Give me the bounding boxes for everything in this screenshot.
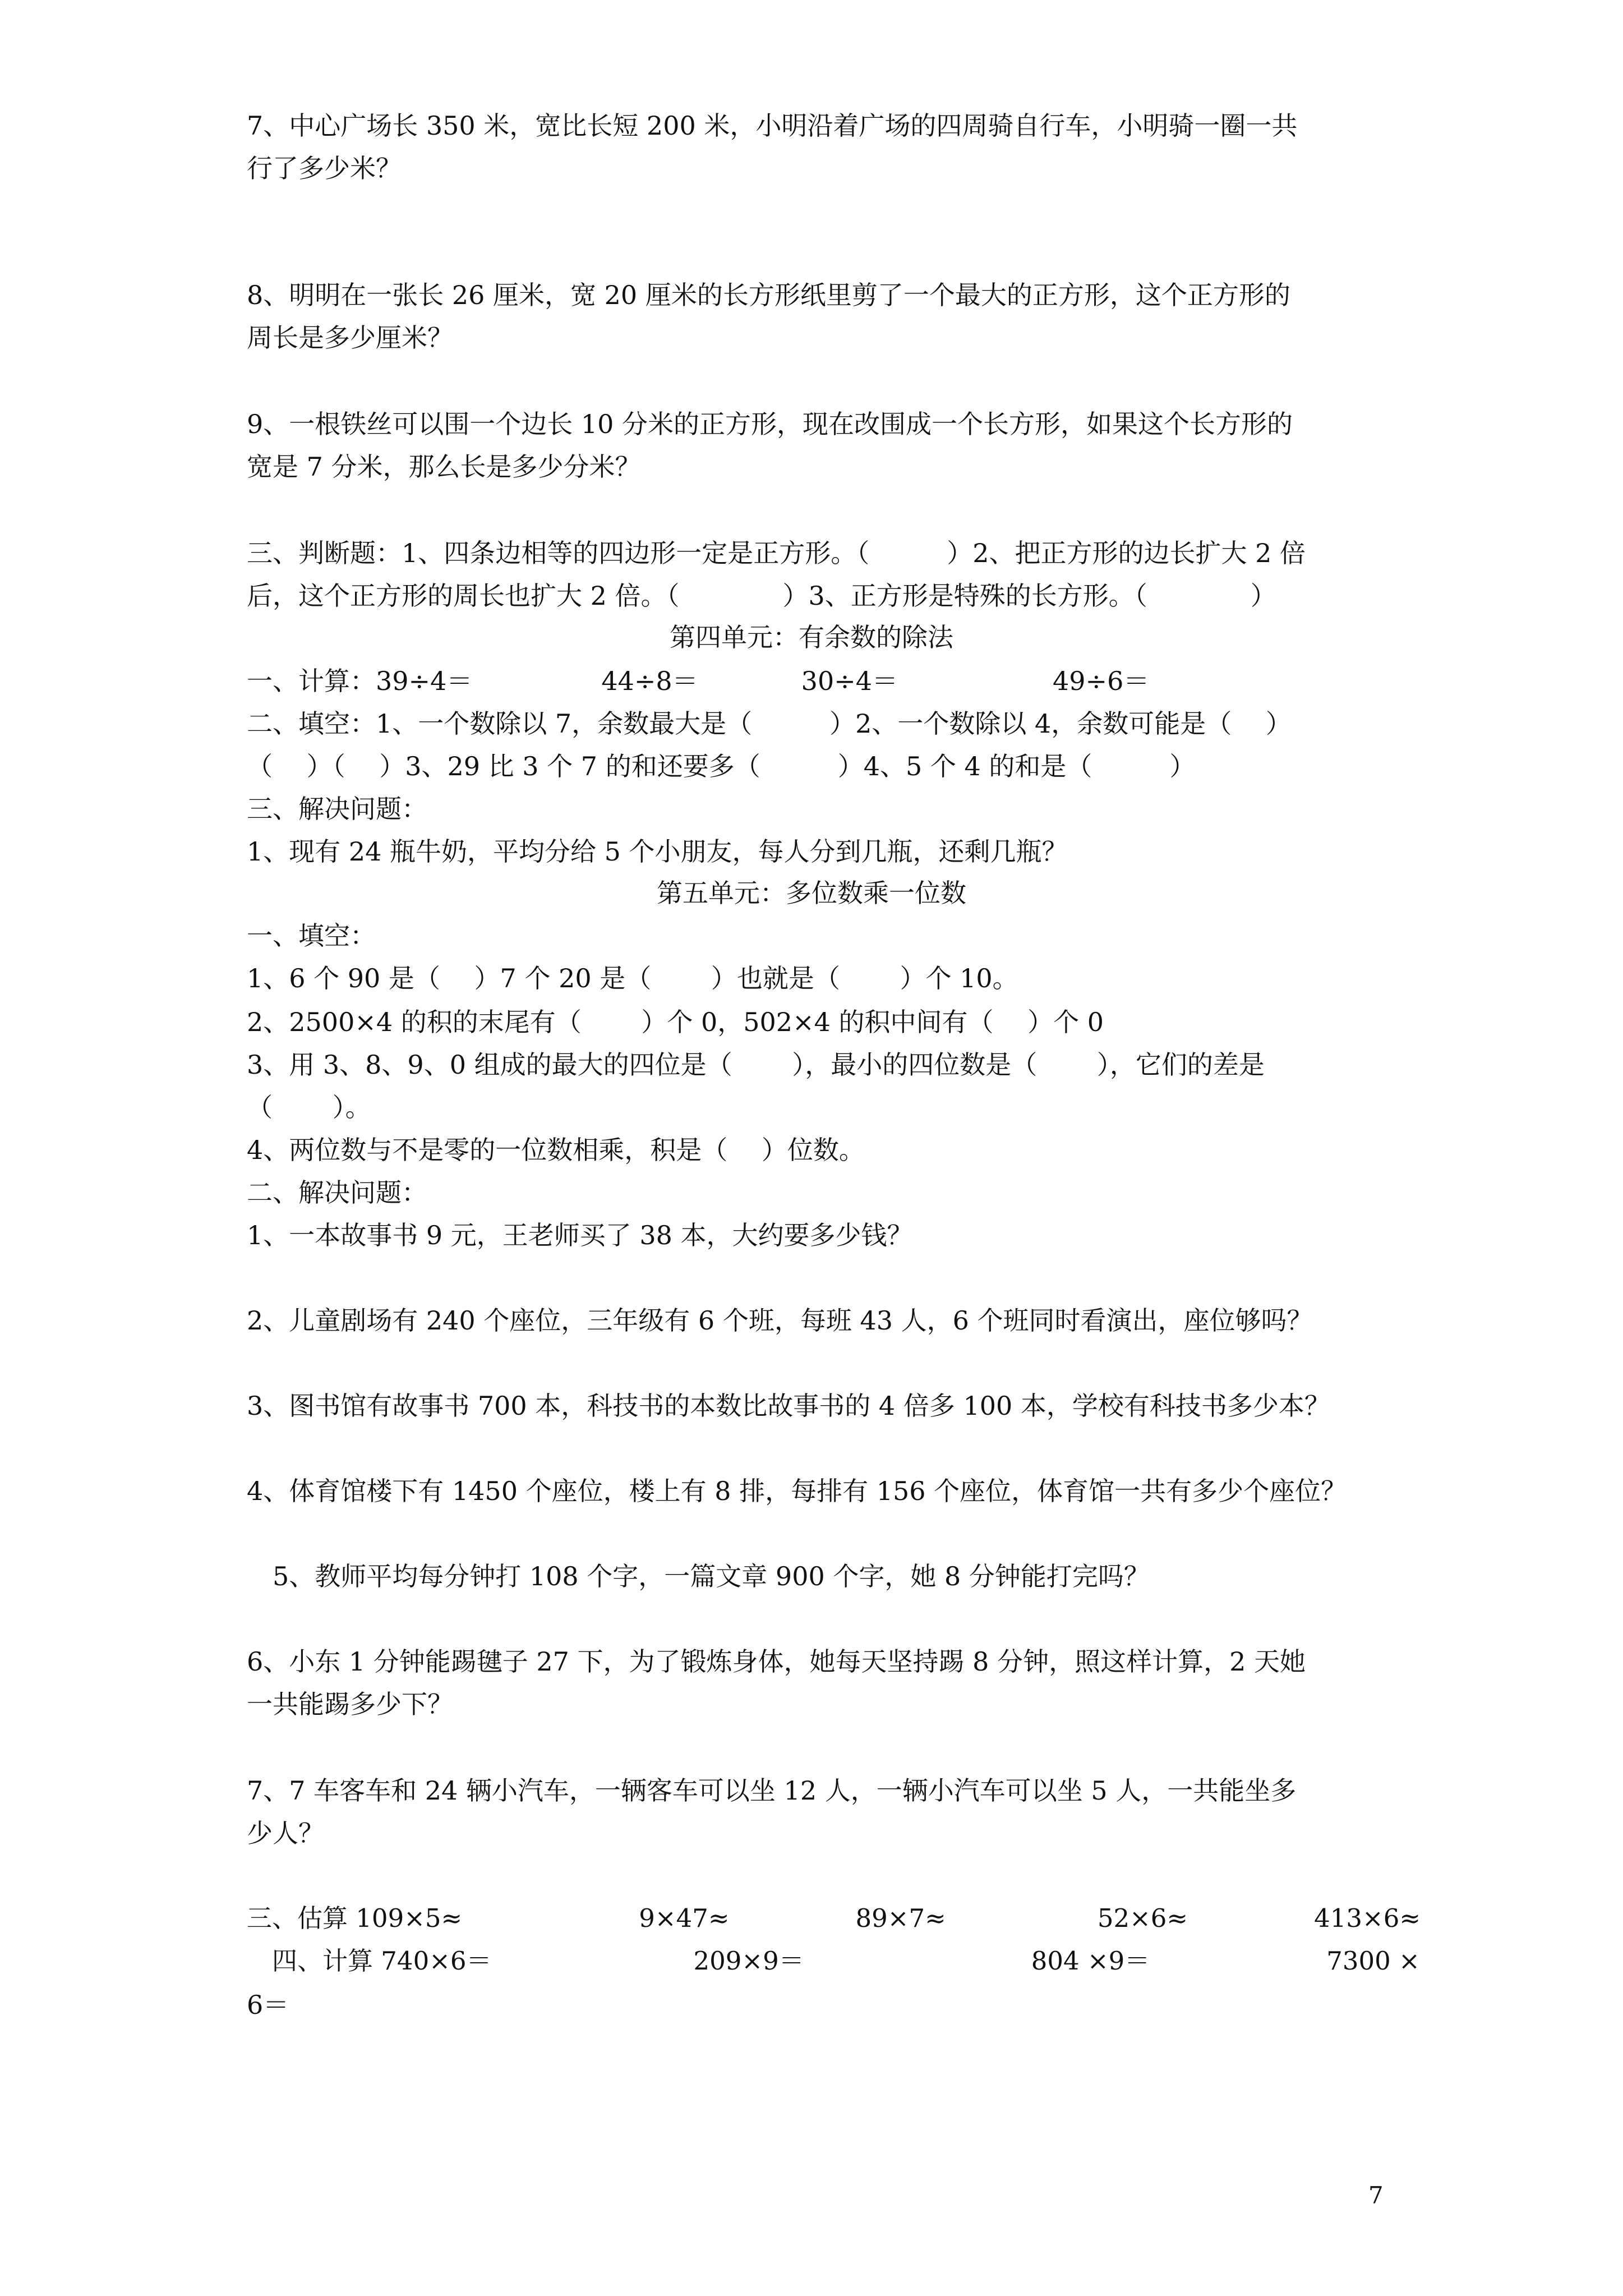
unit5-compute-line-2: 6＝	[247, 1990, 289, 2020]
unit4-heading: 第四单元：有余数的除法	[670, 622, 953, 652]
unit4-calc: 一、计算：39÷4＝ 44÷8＝ 30÷4＝ 49÷6＝	[247, 666, 1150, 696]
unit5-fill-q3-line-1: 3、用 3、8、9、0 组成的最大的四位是（ ），最小的四位数是（ ），它们的差是	[247, 1050, 1265, 1080]
unit5-solve-q7-line-1: 7、7 车客车和 24 辆小汽车，一辆客车可以坐 12 人，一辆小汽车可以坐 5 人，一共能坐多	[247, 1775, 1297, 1806]
unit5-fill-q1: 1、6 个 90 是（ ）7 个 20 是（ ）也就是（ ）个 10。	[247, 963, 1018, 993]
q7-line-1: 7、中心广场长 350 米，宽比长短 200 米，小明沿着广场的四周骑自行车，小明骑一圈一共	[247, 111, 1298, 141]
unit5-estimate: 三、估算 109×5≈ 9×47≈ 89×7≈ 52×6≈ 413×6≈	[247, 1903, 1421, 1933]
q8-line-2: 周长是多少厘米？	[247, 323, 453, 353]
unit5-solve-q6-line-2: 一共能踢多少下？	[247, 1689, 453, 1719]
unit5-solve-q6-line-1: 6、小东 1 分钟能踢毽子 27 下，为了锻炼身体，她每天坚持踢 8 分钟，照这样计算，2 天她	[247, 1646, 1306, 1677]
unit5-solve-q1: 1、一本故事书 9 元，王老师买了 38 本，大约要多少钱？	[247, 1220, 913, 1250]
unit5-fill-q4: 4、两位数与不是零的一位数相乘，积是（ ）位数。	[247, 1135, 865, 1165]
q8-line-1: 8、明明在一张长 26 厘米，宽 20 厘米的长方形纸里剪了一个最大的正方形，这个正方形的	[247, 280, 1290, 310]
unit5-solve-q5: 5、教师平均每分钟打 108 个字，一篇文章 900 个字，她 8 分钟能打完吗？	[247, 1561, 1150, 1591]
unit5-fill-heading: 一、填空：	[247, 921, 376, 951]
q9-line-2: 宽是 7 分米，那么长是多少分米？	[247, 452, 641, 482]
unit4-solve-heading: 三、解决问题：	[247, 794, 427, 824]
unit5-fill-q2: 2、2500×4 的积的末尾有（ ）个 0，502×4 的积中间有（ ）个 0	[247, 1007, 1104, 1037]
unit5-solve-q2: 2、儿童剧场有 240 个座位，三年级有 6 个班，每班 43 人，6 个班同时看演出，座位够吗？	[247, 1305, 1313, 1336]
judgement-line-1: 三、判断题：1、四条边相等的四边形一定是正方形。（ ）2、把正方形的边长扩大 2 倍	[247, 538, 1306, 568]
unit5-solve-q7-line-2: 少人？	[247, 1818, 324, 1848]
unit4-fill-line-1: 二、填空：1、一个数除以 7，余数最大是（ ）2、一个数除以 4，余数可能是（ ）	[247, 708, 1292, 739]
unit5-fill-q3-line-2: （ ）。	[247, 1092, 371, 1122]
unit5-compute-line-1: 四、计算 740×6＝ 209×9＝ 804 ×9＝ 7300 ×	[247, 1946, 1420, 1976]
unit5-heading: 第五单元：多位数乘一位数	[657, 878, 966, 908]
unit5-solve-heading: 二、解决问题：	[247, 1177, 427, 1208]
unit5-solve-q3: 3、图书馆有故事书 700 本，科技书的本数比故事书的 4 倍多 100 本，学校有科技书多少本？	[247, 1391, 1330, 1421]
q9-line-1: 9、一根铁丝可以围一个边长 10 分米的正方形，现在改围成一个长方形，如果这个长方形的	[247, 409, 1293, 439]
unit5-solve-q4: 4、体育馆楼下有 1450 个座位，楼上有 8 排，每排有 156 个座位，体育馆一共有多少个座位？	[247, 1476, 1347, 1506]
judgement-line-2: 后，这个正方形的周长也扩大 2 倍。（ ）3、正方形是特殊的长方形。（ ）	[247, 581, 1276, 611]
page-number: 7	[1368, 2182, 1384, 2209]
q7-line-2: 行了多少米？	[247, 153, 402, 183]
unit4-fill-line-2: （ ）（ ）3、29 比 3 个 7 的和还要多（ ）4、5 个 4 的和是（ ）	[247, 751, 1196, 781]
unit4-solve-q1: 1、现有 24 瓶牛奶，平均分给 5 个小朋友，每人分到几瓶，还剩几瓶？	[247, 836, 1068, 867]
